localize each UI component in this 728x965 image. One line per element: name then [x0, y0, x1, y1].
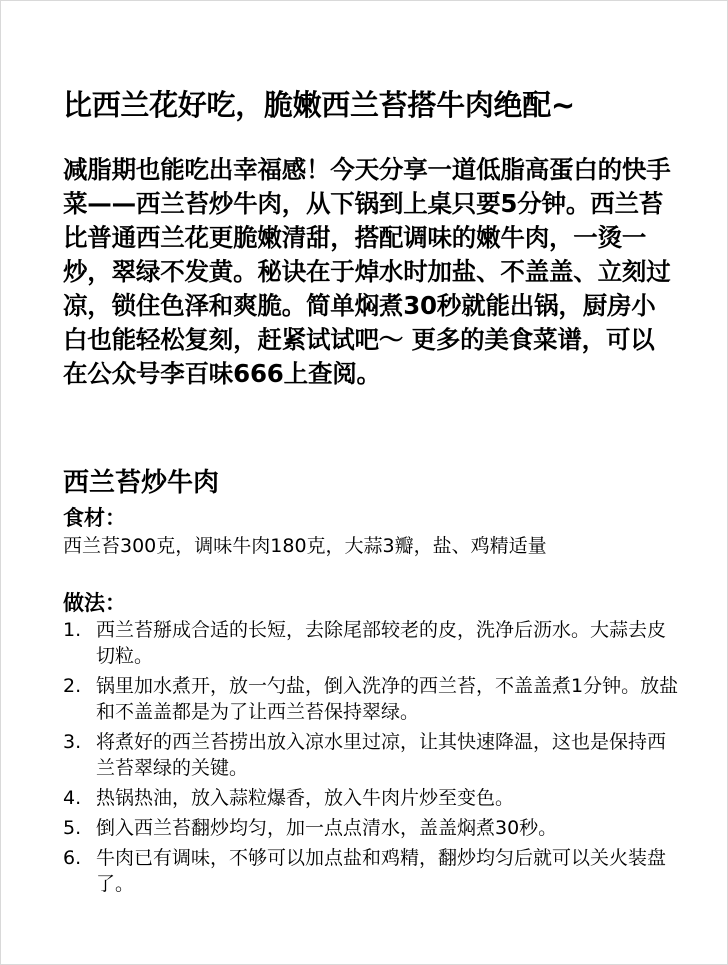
page-title: 比西兰花好吃，脆嫩西兰苔搭牛肉绝配~ [63, 88, 575, 122]
method-step [63, 617, 683, 669]
ingredients-heading: 食材： [63, 506, 126, 530]
ingredients-list: 西兰苔300克，调味牛肉180克，大蒜3瓣，盐、鸡精适量 [63, 535, 547, 557]
intro-paragraph: 减脂期也能吃出幸福感！今天分享一道低脂高蛋白的快手菜——西兰苔炒牛肉，从下锅到上桌只要5分钟。西兰苔比普通西兰花更脆嫩清甜，搭配调味的嫩牛肉，一烫一炒，翠绿不发黄。秘诀在于焯水时加盐、不盖盖、立刻过凉，锁住色泽和爽脆。简单焖煮30秒就能出锅，厨房小白也能轻松复刻，赶紧试试吧～ 更多的美食菜谱，可以在公众号李百味666上查阅。 [63, 155, 671, 388]
step-text: 倒入西兰苔翻炒均匀，加一点点清水，盖盖焖煮30秒。 [96, 817, 558, 839]
step-number: 2. [63, 675, 82, 697]
method-step [63, 673, 683, 725]
step-text: 热锅热油，放入蒜粒爆香，放入牛肉片炒至变色。 [96, 787, 515, 809]
step-text: 西兰苔掰成合适的长短，去除尾部较老的皮，洗净后沥水。大蒜去皮切粒。 [96, 619, 667, 667]
step-number: 4. [63, 787, 82, 809]
method-step [63, 785, 683, 811]
step-number: 3. [63, 731, 82, 753]
step-text: 锅里加水煮开，放一勺盐，倒入洗净的西兰苔，不盖盖煮1分钟。放盐和不盖盖都是为了让西兰苔保持翠绿。 [96, 675, 679, 723]
method-heading: 做法： [63, 591, 126, 615]
step-text: 将煮好的西兰苔捞出放入凉水里过凉，让其快速降温，这也是保持西兰苔翠绿的关键。 [96, 731, 667, 779]
method-steps [63, 617, 683, 901]
method-step [63, 845, 683, 897]
step-text: 牛肉已有调味，不够可以加点盐和鸡精，翻炒均匀后就可以关火装盘了。 [96, 847, 667, 895]
recipe-name: 西兰苔炒牛肉 [63, 468, 220, 498]
method-step [63, 729, 683, 781]
step-number: 5. [63, 817, 82, 839]
method-step [63, 815, 683, 841]
step-number: 6. [63, 847, 82, 869]
step-number: 1. [63, 619, 82, 641]
